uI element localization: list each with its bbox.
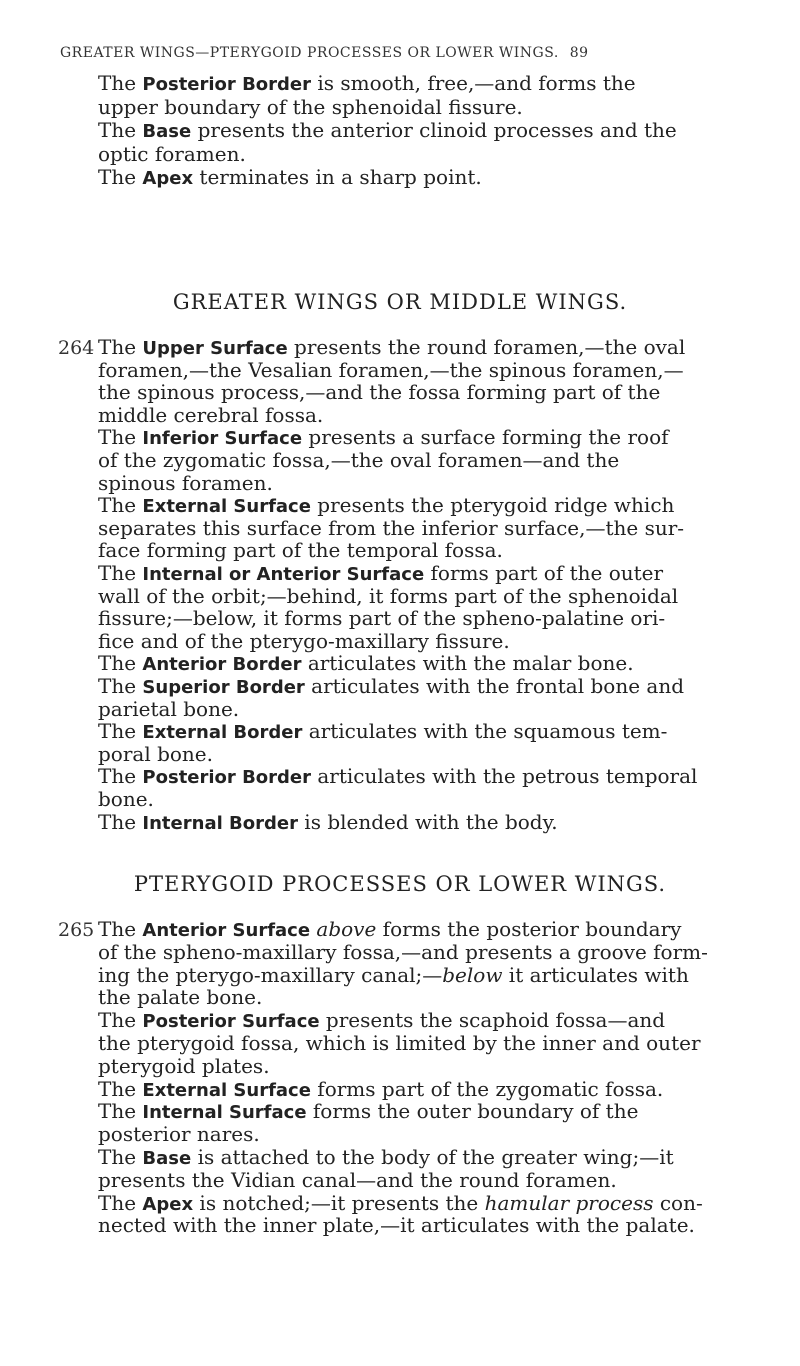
text-run: face forming part of the temporal fossa. xyxy=(98,538,503,563)
text-run: The xyxy=(98,1190,143,1215)
text-run: presents the scaphoid fossa—and xyxy=(319,1008,666,1033)
section-264-line xyxy=(98,764,697,790)
term-label: Internal Surface xyxy=(142,1102,307,1124)
intro-line xyxy=(98,71,636,97)
text-run: wall of the orbit;—behind, it forms part of the sphenoidal xyxy=(98,583,679,608)
text-run: separates this surface from the inferior surface,—the sur- xyxy=(98,515,685,540)
text-run: The xyxy=(98,561,143,585)
term-label: External Border xyxy=(142,722,303,744)
text-run: bone. xyxy=(98,787,154,811)
section-264-line xyxy=(98,629,510,653)
text-run: forms part of the zygomatic fossa. xyxy=(310,1076,664,1101)
text-run: presents the pterygoid ridge which xyxy=(310,493,675,518)
text-run: The xyxy=(98,764,143,789)
section-265-line xyxy=(98,940,708,964)
text-run: spinous foramen. xyxy=(98,470,273,495)
text-run: The xyxy=(98,1145,143,1169)
text-run: The xyxy=(98,425,143,450)
section-264-line xyxy=(98,403,323,427)
text-run: The xyxy=(98,335,143,359)
section-heading-greater-wings: GREATER WINGS OR MIDDLE WINGS. xyxy=(172,290,628,314)
text-run: poral bone. xyxy=(98,741,213,766)
term-label: Internal Border xyxy=(142,812,298,834)
text-run: is smooth, free,—and forms the xyxy=(311,71,636,95)
term-label: Internal or Anterior Surface xyxy=(142,564,425,585)
italic-term: below xyxy=(442,962,503,987)
term-label: Anterior Surface xyxy=(142,920,311,941)
text-run: The xyxy=(98,719,143,744)
text-run: con- xyxy=(653,1190,703,1215)
text-run: terminates in a sharp point. xyxy=(193,165,482,190)
text-run: upper boundary of the sphenoidal fissure. xyxy=(98,94,523,119)
running-head xyxy=(60,45,780,61)
section-264-line xyxy=(98,584,678,608)
intro-line xyxy=(98,142,246,166)
section-265-line xyxy=(98,963,689,987)
section-264-line xyxy=(98,448,619,472)
intro-line xyxy=(98,95,523,119)
text-run: is notched;—it presents the xyxy=(193,1190,485,1215)
italic-term: hamular process xyxy=(484,1190,654,1215)
text-run: The xyxy=(98,674,143,698)
text-run: presents a surface forming the roof xyxy=(302,425,669,450)
term-label: Upper Surface xyxy=(142,338,288,359)
intro-line xyxy=(98,118,677,144)
text-run: optic foramen. xyxy=(98,141,246,166)
text-run: The xyxy=(98,651,143,676)
text-run: articulates with the petrous temporal xyxy=(311,764,698,789)
term-label: Apex xyxy=(142,1193,194,1215)
text-run: foramen,—the Vesalian foramen,—the spinous foramen,— xyxy=(98,357,684,382)
section-264-line xyxy=(98,358,684,382)
text-run: The xyxy=(98,493,143,518)
section-264-line xyxy=(98,742,213,766)
text-run: forms the posterior boundary xyxy=(376,917,682,941)
section-264-line xyxy=(98,380,660,404)
text-run: fissure;—below, it forms part of the spheno-palatine ori- xyxy=(98,606,666,631)
page-number: 89 xyxy=(569,45,589,61)
text-run: presents the Vidian canal—and the round foramen. xyxy=(98,1167,617,1192)
section-264-line xyxy=(98,516,684,540)
section-265-line xyxy=(98,1213,695,1237)
term-label: Posterior Surface xyxy=(142,1011,320,1033)
term-label: External Surface xyxy=(142,496,311,518)
text-run: presents the round foramen,—the oval xyxy=(287,335,686,359)
text-run: it articulates with xyxy=(502,962,689,987)
section-264-line xyxy=(98,697,239,721)
section-265-line xyxy=(98,1054,270,1078)
text-run: fice and of the pterygo-maxillary fissure. xyxy=(98,628,510,653)
text-run: of the zygomatic fossa,—the oval foramen—and the xyxy=(98,448,620,472)
text-run: The xyxy=(98,1099,143,1124)
text-run: The xyxy=(98,165,143,190)
text-run: forms part of the outer xyxy=(424,561,664,585)
section-265-line xyxy=(98,1031,701,1055)
section-number-264: 264 xyxy=(58,337,95,359)
text-run: presents the anterior clinoid processes and the xyxy=(191,118,677,143)
term-label: Anterior Border xyxy=(142,654,302,676)
section-265-line xyxy=(98,1122,260,1146)
text-run: ing the pterygo-maxillary canal;— xyxy=(98,962,443,987)
section-264-line xyxy=(98,810,558,836)
section-264-line xyxy=(98,538,503,562)
text-run: The xyxy=(98,1008,143,1033)
term-label: Posterior Border xyxy=(142,74,311,95)
text-run: The xyxy=(98,71,143,95)
text-run: parietal bone. xyxy=(98,696,240,721)
text-run: articulates with the frontal bone and xyxy=(304,674,684,698)
text-run: The xyxy=(98,809,143,834)
text-run: articulates with the squamous tem- xyxy=(302,719,668,744)
term-label: Superior Border xyxy=(142,677,305,698)
text-run: forms the outer boundary of the xyxy=(306,1099,639,1124)
text-run: the pterygoid fossa, which is limited by the inner and outer xyxy=(98,1031,701,1055)
section-264-line xyxy=(98,787,154,811)
text-run: is attached to the body of the greater wing;—it xyxy=(191,1145,674,1169)
text-run: the spinous process,—and the fossa forming part of the xyxy=(98,380,661,405)
term-label: External Surface xyxy=(142,1079,311,1101)
text-run: posterior nares. xyxy=(98,1122,260,1147)
text-run: pterygoid plates. xyxy=(98,1053,270,1078)
section-265-line xyxy=(98,985,262,1009)
section-265-line xyxy=(98,1168,617,1192)
intro-line xyxy=(98,165,482,191)
text-run: is blended with the body. xyxy=(297,809,558,834)
text-run: The xyxy=(98,1076,143,1101)
term-label: Inferior Surface xyxy=(142,428,303,450)
section-heading-pterygoid-processes: PTERYGOID PROCESSES OR LOWER WINGS. xyxy=(133,872,667,896)
section-264-line xyxy=(98,606,665,630)
term-label: Base xyxy=(142,121,192,143)
text-run: nected with the inner plate,—it articulates with the palate. xyxy=(98,1213,695,1238)
section-264-line xyxy=(98,471,273,495)
term-label: Base xyxy=(142,1148,192,1169)
text-run: of the spheno-maxillary fossa,—and presents a groove form- xyxy=(98,939,708,964)
running-head-title: GREATER WINGS—PTERYGOID PROCESSES OR LOWER WINGS. xyxy=(60,45,559,61)
text-run: middle cerebral fossa. xyxy=(98,402,324,427)
term-label: Posterior Border xyxy=(142,767,311,789)
italic-term: above xyxy=(316,917,377,941)
text-run: articulates with the malar bone. xyxy=(301,651,634,676)
term-label: Apex xyxy=(142,168,194,190)
text-run: The xyxy=(98,917,143,941)
text-run: The xyxy=(98,118,143,143)
section-number-265: 265 xyxy=(58,919,95,941)
text-run: the palate bone. xyxy=(98,985,263,1010)
